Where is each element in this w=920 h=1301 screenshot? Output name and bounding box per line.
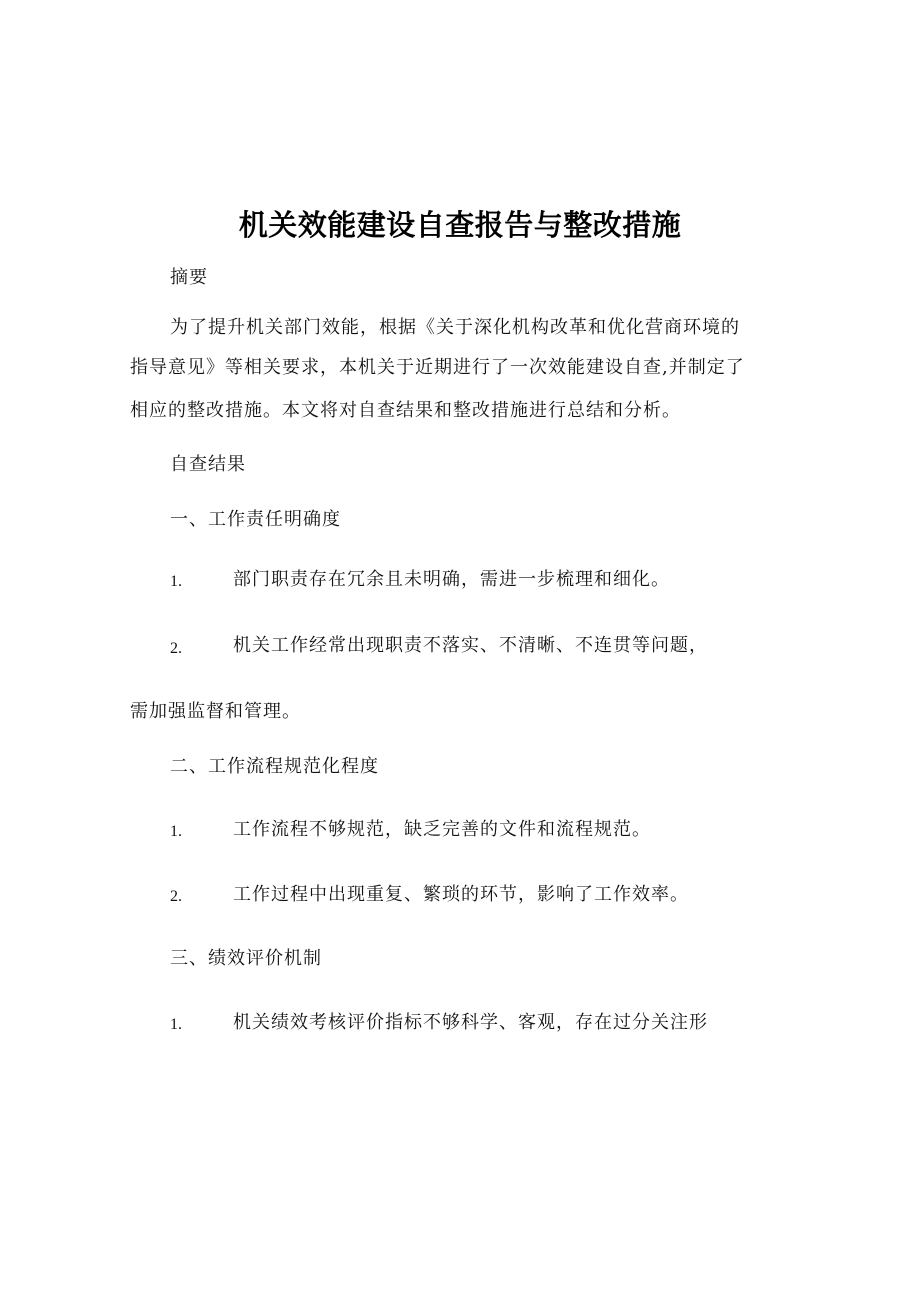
abstract-line-1: 为了提升机关部门效能，根据《关于深化机构改革和优化营商环境的	[170, 317, 740, 338]
section-2-item-1-text: 工作流程不够规范，缺乏完善的文件和流程规范。	[233, 819, 651, 840]
abstract-line-2: 指导意见》等相关要求，本机关于近期进行了一次效能建设自查,并制定了	[130, 357, 745, 378]
section-2-item-2-number: 2.	[170, 888, 182, 905]
section-3-heading: 三、绩效评价机制	[170, 948, 322, 969]
section-3-item-1-number: 1.	[170, 1016, 182, 1033]
section-1-heading: 一、工作责任明确度	[170, 509, 341, 530]
section-1-item-1-number: 1.	[170, 573, 182, 590]
section-1-item-2-text: 机关工作经常出现职责不落实、不清晰、不连贯等问题，	[233, 635, 708, 656]
section-1-item-2-number: 2.	[170, 640, 182, 657]
section-1-item-1-text: 部门职责存在冗余且未明确，需进一步梳理和细化。	[233, 569, 670, 590]
results-heading: 自查结果	[170, 454, 246, 475]
section-2-item-1-number: 1.	[170, 823, 182, 840]
abstract-heading: 摘要	[170, 267, 208, 288]
section-3-item-1-text: 机关绩效考核评价指标不够科学、客观，存在过分关注形	[233, 1012, 708, 1033]
abstract-line-3: 相应的整改措施。本文将对自查结果和整改措施进行总结和分析。	[130, 400, 681, 421]
section-2-heading: 二、工作流程规范化程度	[170, 756, 379, 777]
document-title: 机关效能建设自查报告与整改措施	[238, 208, 682, 242]
section-1-item-2-continuation: 需加强监督和管理。	[130, 701, 301, 722]
section-2-item-2-text: 工作过程中出现重复、繁琐的环节，影响了工作效率。	[233, 884, 689, 905]
